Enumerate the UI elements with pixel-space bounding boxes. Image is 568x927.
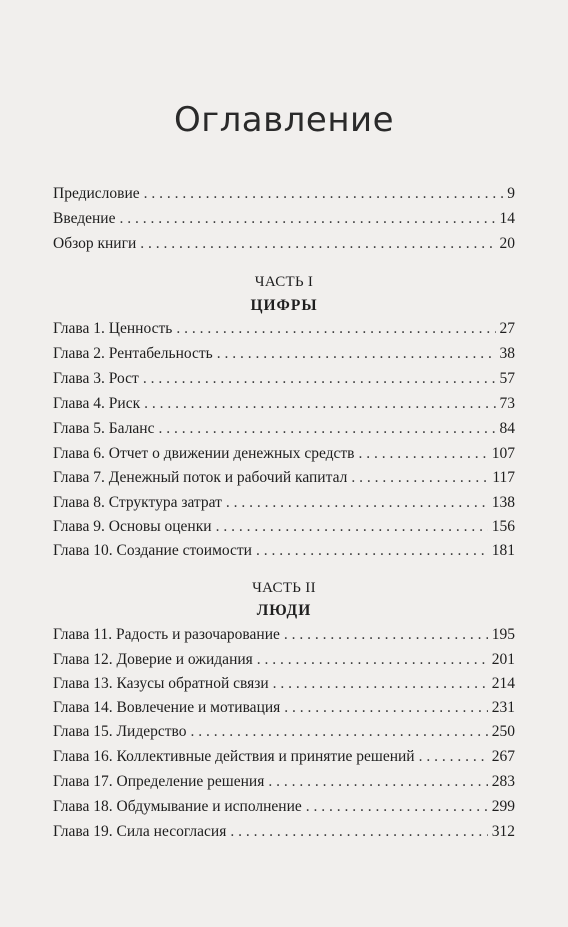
toc-entry-page: 214 <box>491 675 515 692</box>
page-title: Оглавление <box>173 100 395 140</box>
toc-entry-label: Глава 9. Основы оценки <box>53 518 212 535</box>
toc-entry-label: Глава 14. Вовлечение и мотивация <box>53 699 281 716</box>
toc-entry-chapter-17[interactable] <box>53 771 515 793</box>
toc-entry-chapter-18[interactable] <box>53 796 515 818</box>
dot-leader <box>268 771 487 793</box>
toc-entry-page: 84 <box>499 420 515 437</box>
toc-entry-label: Глава 12. Доверие и ожидания <box>53 651 253 668</box>
part-2-heading: ЧАСТЬ II <box>252 580 316 596</box>
toc-entry-label: Глава 2. Рентабельность <box>53 345 213 362</box>
dot-leader <box>158 418 495 440</box>
toc-entry-chapter-16[interactable] <box>53 746 515 768</box>
part-2-title: ЛЮДИ <box>256 602 312 619</box>
dot-leader <box>230 821 487 843</box>
dot-leader <box>256 540 488 562</box>
toc-entry-label: Глава 17. Определение решения <box>53 773 265 790</box>
dot-leader <box>284 697 487 719</box>
toc-entry-page: 138 <box>491 494 515 511</box>
toc-entry-page: 27 <box>499 320 515 337</box>
dot-leader <box>284 624 488 646</box>
toc-entry-chapter-12[interactable] <box>53 649 515 671</box>
toc-entry-page: 117 <box>492 469 515 486</box>
toc-entry-chapter-19[interactable] <box>53 821 515 843</box>
toc-entry-page: 57 <box>499 370 515 387</box>
dot-leader <box>217 343 496 365</box>
toc-entry-page: 181 <box>491 542 515 559</box>
toc-entry-chapter-9[interactable] <box>53 516 515 538</box>
toc-entry-chapter-3[interactable] <box>53 368 515 390</box>
toc-entry-chapter-14[interactable] <box>53 697 515 719</box>
toc-entry-label: Глава 5. Баланс <box>53 420 155 437</box>
toc-entry-page: 20 <box>499 235 515 252</box>
dot-leader <box>216 516 488 538</box>
toc-entry-chapter-1[interactable] <box>53 318 515 340</box>
toc-entry-page: 299 <box>491 798 515 815</box>
dot-leader <box>144 393 495 415</box>
toc-entry-label: Глава 11. Радость и разочарование <box>53 626 280 643</box>
toc-entry-page: 38 <box>499 345 515 362</box>
toc-entry-page: 283 <box>491 773 515 790</box>
toc-entry-label: Обзор книги <box>53 235 137 252</box>
dot-leader <box>306 796 488 818</box>
toc-entry-page: 250 <box>491 723 515 740</box>
dot-leader <box>190 721 487 743</box>
part-1-title: ЦИФРЫ <box>250 297 318 314</box>
toc-entry-label: Глава 7. Денежный поток и рабочий капитал <box>53 469 348 486</box>
dot-leader <box>143 368 496 390</box>
toc-entry-label: Глава 6. Отчет о движении денежных средств <box>53 445 355 462</box>
toc-entry-chapter-5[interactable] <box>53 418 515 440</box>
dot-leader <box>144 183 504 205</box>
toc-entry-chapter-4[interactable] <box>53 393 515 415</box>
dot-leader <box>140 233 495 255</box>
toc-entry-page: 312 <box>491 823 515 840</box>
toc-entry-chapter-2[interactable] <box>53 343 515 365</box>
toc-entry-page: 14 <box>499 210 515 227</box>
toc-entry-page: 156 <box>491 518 515 535</box>
toc-entry-preface[interactable] <box>53 183 515 205</box>
toc-entry-chapter-11[interactable] <box>53 624 515 646</box>
toc-entry-label: Глава 18. Обдумывание и исполнение <box>53 798 302 815</box>
toc-entry-label: Глава 1. Ценность <box>53 320 173 337</box>
toc-entry-label: Глава 4. Риск <box>53 395 141 412</box>
part-1-heading: ЧАСТЬ I <box>254 274 314 290</box>
toc-entry-label: Глава 15. Лидерство <box>53 723 187 740</box>
toc-entry-chapter-15[interactable] <box>53 721 515 743</box>
dot-leader <box>351 467 488 489</box>
toc-entry-label: Глава 19. Сила несогласия <box>53 823 227 840</box>
toc-entry-label: Предисловие <box>53 185 140 202</box>
toc-entry-label: Глава 16. Коллективные действия и принятие решений <box>53 748 415 765</box>
toc-entry-page: 267 <box>491 748 515 765</box>
toc-entry-chapter-7[interactable] <box>53 467 515 489</box>
toc-entry-chapter-10[interactable] <box>53 540 515 562</box>
dot-leader <box>273 673 488 695</box>
toc-entry-label: Глава 13. Казусы обратной связи <box>53 675 269 692</box>
toc-entry-label: Введение <box>53 210 116 227</box>
toc-entry-chapter-8[interactable] <box>53 492 515 514</box>
dot-leader <box>359 443 488 465</box>
toc-entry-page: 195 <box>491 626 515 643</box>
toc-entry-label: Глава 10. Создание стоимости <box>53 542 252 559</box>
toc-entry-page: 231 <box>491 699 515 716</box>
toc-entry-page: 9 <box>507 185 515 202</box>
toc-entry-label: Глава 3. Рост <box>53 370 139 387</box>
toc-entry-label: Глава 8. Структура затрат <box>53 494 222 511</box>
toc-entry-chapter-6[interactable] <box>53 443 515 465</box>
dot-leader <box>226 492 488 514</box>
toc-entry-page: 73 <box>499 395 515 412</box>
dot-leader <box>419 746 488 768</box>
toc-entry-page: 107 <box>491 445 515 462</box>
toc-entry-introduction[interactable] <box>53 208 515 230</box>
toc-entry-chapter-13[interactable] <box>53 673 515 695</box>
dot-leader <box>119 208 495 230</box>
dot-leader <box>257 649 488 671</box>
toc-entry-overview[interactable] <box>53 233 515 255</box>
dot-leader <box>176 318 495 340</box>
toc-entry-page: 201 <box>491 651 515 668</box>
